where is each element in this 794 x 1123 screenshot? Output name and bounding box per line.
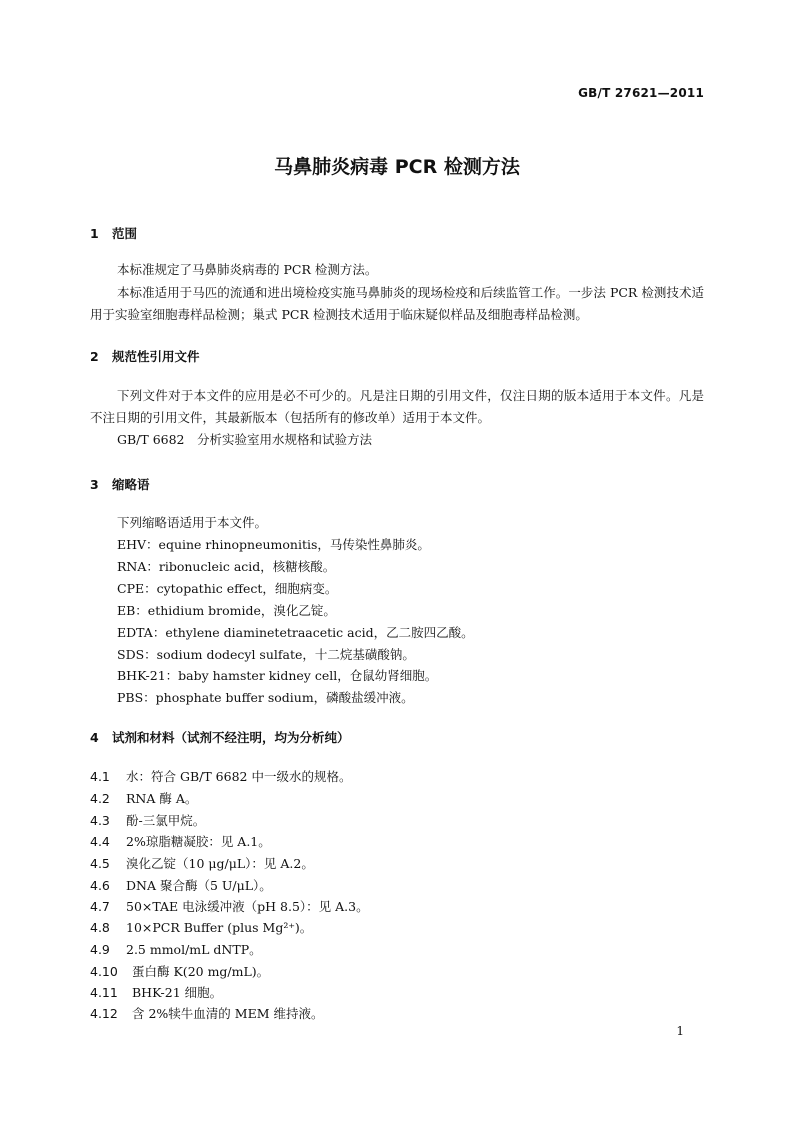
abbreviation-item: RNA：ribonucleic acid，核糖核酸。 — [117, 559, 336, 574]
section-1-paragraph-1: 本标准规定了马鼻肺炎病毒的 PCR 检测方法。 — [117, 262, 378, 277]
page-title: 马鼻肺炎病毒 PCR 检测方法 — [274, 156, 520, 178]
reagent-item — [90, 855, 314, 873]
section-1-heading — [90, 224, 137, 242]
item-number: 4.3 — [90, 813, 110, 828]
section-3-heading — [90, 475, 150, 493]
section-2-heading — [90, 347, 200, 365]
item-text: DNA 聚合酶（5 U/μL）。 — [126, 878, 272, 893]
item-text: 水：符合 GB/T 6682 中一级水的规格。 — [126, 769, 352, 784]
item-text: 蛋白酶 K(20 mg/mL)。 — [132, 964, 270, 979]
reagent-item — [90, 833, 271, 851]
abbreviation-item: EB：ethidium bromide，溴化乙锭。 — [117, 603, 336, 618]
section-1-paragraph-2: 本标准适用于马匹的流通和进出境检疫实施马鼻肺炎的现场检疫和后续监管工作。一步法 PCR 检测技术适用于实验室细胞毒样品检测；巢式 PCR 检测技术适用于临床疑似样品及细胞毒样品检测。 — [90, 285, 704, 322]
abbreviations-intro: 下列缩略语适用于本文件。 — [117, 515, 268, 530]
section-number: 1 — [90, 226, 99, 241]
item-number: 4.11 — [90, 985, 118, 1000]
item-number: 4.12 — [90, 1006, 118, 1021]
section-title: 试剂和材料（试剂不经注明，均为分析纯） — [112, 730, 350, 745]
reagent-item — [90, 963, 269, 981]
item-text: 溴化乙锭（10 μg/μL）：见 A.2。 — [126, 856, 314, 871]
reagent-item — [90, 941, 262, 959]
item-number: 4.6 — [90, 878, 110, 893]
item-text: 2.5 mmol/mL dNTP。 — [126, 942, 262, 957]
reagent-item — [90, 1005, 323, 1023]
reagent-item — [90, 919, 312, 937]
abbreviation-item: PBS：phosphate buffer sodium，磷酸盐缓冲液。 — [117, 690, 414, 705]
reagent-item — [90, 984, 222, 1002]
item-text: RNA 酶 A。 — [126, 791, 198, 806]
section-title: 规范性引用文件 — [112, 349, 200, 364]
item-text: 50×TAE 电泳缓冲液（pH 8.5）：见 A.3。 — [126, 899, 369, 914]
item-number: 4.4 — [90, 834, 110, 849]
abbreviation-item: BHK-21：baby hamster kidney cell，仓鼠幼肾细胞。 — [117, 668, 438, 683]
section-4-heading — [90, 728, 350, 746]
item-number: 4.1 — [90, 769, 110, 784]
item-text: 2%琼脂糖凝胶：见 A.1。 — [126, 834, 271, 849]
section-number: 2 — [90, 349, 99, 364]
page-number: 1 — [676, 1024, 684, 1038]
item-text: BHK-21 细胞。 — [132, 985, 223, 1000]
item-text: 含 2%犊牛血清的 MEM 维持液。 — [132, 1006, 324, 1021]
reagent-item — [90, 898, 369, 916]
item-number: 4.8 — [90, 920, 110, 935]
normative-reference: GB/T 6682 分析实验室用水规格和试验方法 — [117, 432, 373, 447]
standard-code: GB/T 27621—2011 — [578, 86, 704, 100]
abbreviation-item: SDS：sodium dodecyl sulfate，十二烷基磺酸钠。 — [117, 647, 415, 662]
abbreviation-item: EHV：equine rhinopneumonitis，马传染性鼻肺炎。 — [117, 537, 430, 552]
reagent-item — [90, 877, 272, 895]
section-title: 缩略语 — [112, 477, 150, 492]
item-number: 4.7 — [90, 899, 110, 914]
reagent-item — [90, 790, 197, 808]
item-text: 10×PCR Buffer (plus Mg²⁺)。 — [126, 920, 313, 935]
section-2-paragraph-1: 下列文件对于本文件的应用是必不可少的。凡是注日期的引用文件，仅注日期的版本适用于本文件。凡是不注日期的引用文件，其最新版本（包括所有的修改单）适用于本文件。 — [90, 388, 704, 425]
abbreviation-item: EDTA：ethylene diaminetetraacetic acid，乙二胺四乙酸。 — [117, 625, 474, 640]
item-text: 酚-三氯甲烷。 — [126, 813, 206, 828]
reagent-item — [90, 812, 205, 830]
section-number: 3 — [90, 477, 99, 492]
section-number: 4 — [90, 730, 99, 745]
item-number: 4.5 — [90, 856, 110, 871]
reagent-item — [90, 768, 351, 786]
item-number: 4.10 — [90, 964, 118, 979]
abbreviation-item: CPE：cytopathic effect，细胞病变。 — [117, 581, 338, 596]
item-number: 4.9 — [90, 942, 110, 957]
section-title: 范围 — [112, 226, 138, 241]
item-number: 4.2 — [90, 791, 110, 806]
